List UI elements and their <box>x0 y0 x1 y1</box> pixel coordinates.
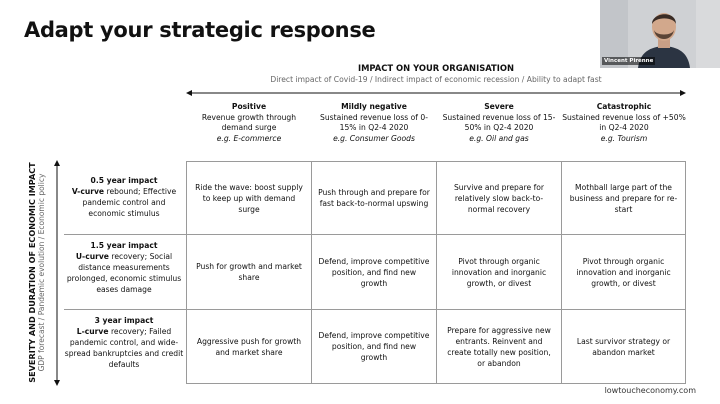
row-description <box>64 326 184 370</box>
column-description: Sustained revenue loss of +50% in Q2-4 2020 <box>562 112 686 132</box>
participant-video-tile[interactable] <box>600 0 720 68</box>
matrix-cell: Aggressive push for growth and market share <box>196 336 302 357</box>
matrix-cell: Survive and prepare for relatively slow back-to-normal recovery <box>453 182 545 214</box>
matrix-cell: Mothball large part of the business and prepare for re-start <box>569 182 678 214</box>
row-curve: U-curve <box>75 252 109 261</box>
column-header-catastrophic <box>562 102 686 144</box>
matrix-cell: Pivot through organic innovation and inorganic growth, or divest <box>451 256 547 288</box>
row-curve: V-curve <box>71 187 105 196</box>
matrix-cell: Prepare for aggressive new entrants. Reinvent and create totally new position, or abandon <box>447 325 551 368</box>
row-description <box>64 186 184 219</box>
column-title: Positive <box>231 102 267 111</box>
row-header-l-curve <box>64 315 184 370</box>
impact-axis-arrow <box>186 90 686 96</box>
column-example: e.g. E-commerce <box>216 133 282 143</box>
row-desc-text: recovery; Social distance measurements prolonged, economic stimulus eases damage <box>66 252 182 294</box>
column-header-mildly-negative <box>312 102 436 144</box>
column-example: e.g. Consumer Goods <box>333 133 415 143</box>
impact-axis-subtitle: Direct impact of Covid-19 / Indirect impact of economic recession / Ability to adapt fast <box>270 75 602 84</box>
slide-title: Adapt your strategic response <box>24 18 376 42</box>
row-header-u-curve <box>64 240 184 295</box>
matrix-cell: Last survivor strategy or abandon market <box>576 336 671 357</box>
row-curve: L-curve <box>76 327 109 336</box>
column-example: e.g. Oil and gas <box>469 133 529 143</box>
row-title: 3 year impact <box>94 316 154 325</box>
column-description: Sustained revenue loss of 0-15% in Q2-4 2020 <box>320 112 428 132</box>
column-example: e.g. Tourism <box>600 133 648 143</box>
row-desc-text: recovery; Failed pandemic control, and wide-spread bankruptcies and credit defaults <box>64 327 184 369</box>
row-title: 0.5 year impact <box>90 176 158 185</box>
matrix-cell: Push through and prepare for fast back-to-normal upswing <box>318 188 430 208</box>
matrix-cell: Defend, improve competitive position, and find new growth <box>318 256 430 288</box>
column-description: Revenue growth through demand surge <box>201 112 297 132</box>
column-title: Mildly negative <box>341 102 407 111</box>
severity-axis-arrow <box>52 160 62 386</box>
participant-name: Vincent Pirenne <box>604 58 654 64</box>
matrix-cell: Ride the wave: boost supply to keep up with demand surge <box>195 182 303 214</box>
column-header-severe <box>437 102 561 144</box>
row-title: 1.5 year impact <box>90 241 158 250</box>
matrix-cell: Pivot through organic innovation and inorganic growth, or divest <box>576 256 671 288</box>
severity-axis-label <box>27 160 47 385</box>
column-title: Severe <box>484 102 514 111</box>
severity-axis-title: SEVERITY AND DURATION OF ECONOMIC IMPACT <box>27 162 37 383</box>
column-description: Sustained revenue loss of 15-50% in Q2-4 2020 <box>442 112 556 132</box>
column-header-positive <box>187 102 311 144</box>
matrix-cell: Defend, improve competitive position, and find new growth <box>318 331 430 362</box>
footer-website: lowtoucheconomy.com <box>604 386 696 395</box>
row-description <box>64 251 184 295</box>
impact-axis-title: IMPACT ON YOUR ORGANISATION <box>357 63 515 73</box>
row-header-v-curve <box>64 175 184 219</box>
row-desc-text: rebound; Effective pandemic control and economic stimulus <box>82 187 177 218</box>
column-title: Catastrophic <box>596 102 652 111</box>
severity-axis-subtitle: GDP forecast / Pandemic evolution / Economic policy <box>37 173 46 372</box>
matrix-cell: Push for growth and market share <box>196 262 302 282</box>
